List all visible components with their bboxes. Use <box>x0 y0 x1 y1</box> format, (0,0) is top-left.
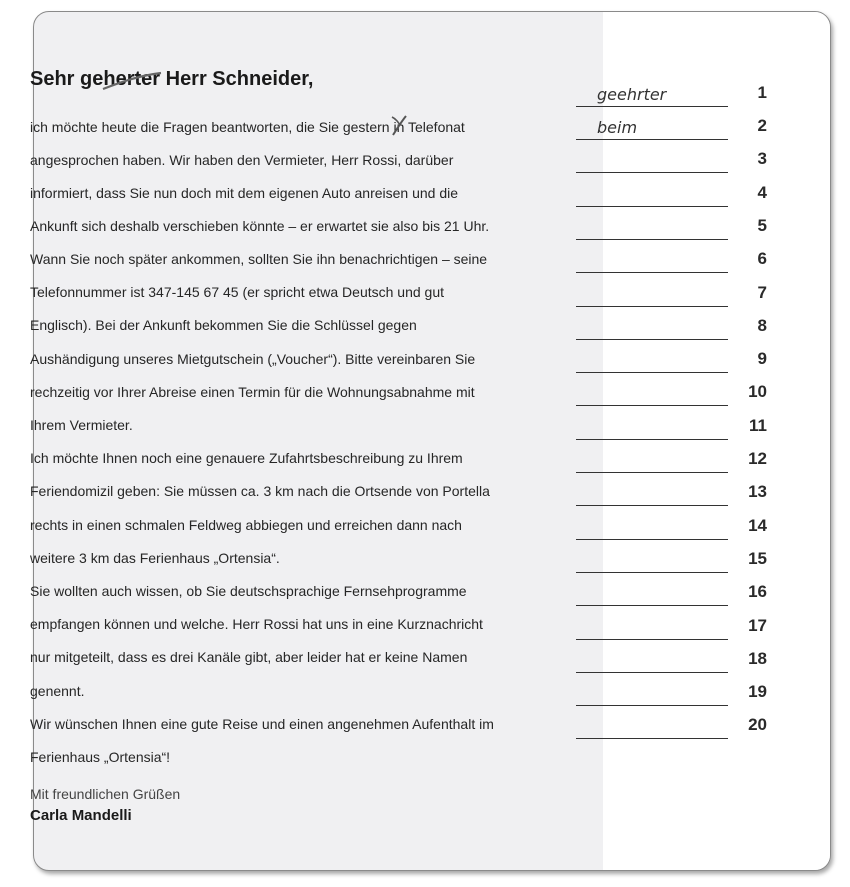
line-number-8: 8 <box>757 316 767 335</box>
line-number-5: 5 <box>757 216 767 235</box>
line-number-4: 4 <box>757 183 767 202</box>
answer-text-1: geehrter <box>597 85 667 104</box>
letter-closing: Mit freundlichen Grüßen <box>30 786 181 802</box>
letter-line-6: Telefonnummer ist 347-145 67 45 (er spricht etwa Deutsch und gut <box>30 284 445 300</box>
answer-line-6[interactable] <box>576 272 728 273</box>
greeting-suffix: Herr Schneider, <box>160 68 314 90</box>
line-number-16: 16 <box>748 582 767 601</box>
answer-text-2: beim <box>597 118 638 137</box>
letter-line-12: Feriendomizil geben: Sie müssen ca. 3 km nach die Ortsende von Portella <box>30 483 490 499</box>
answer-line-18[interactable] <box>576 672 728 673</box>
line-number-19: 19 <box>748 682 767 701</box>
line-number-7: 7 <box>757 283 767 302</box>
line-number-13: 13 <box>748 482 767 501</box>
line-number-3: 3 <box>757 149 767 168</box>
line-number-18: 18 <box>748 649 767 668</box>
line-number-2: 2 <box>757 116 767 135</box>
answer-line-10[interactable] <box>576 405 728 406</box>
letter-line-9: rechzeitig vor Ihrer Abreise einen Termin für die Wohnungsabnahme mit <box>30 384 475 400</box>
letter-line-20: Ferienhaus „Ortensia“! <box>30 749 171 765</box>
greeting-error-word <box>103 68 160 90</box>
line-number-9: 9 <box>757 349 767 368</box>
answer-line-13[interactable] <box>576 505 728 506</box>
line-number-6: 6 <box>757 249 767 268</box>
letter-line-3: informiert, dass Sie nun doch mit dem eigenen Auto anreisen und die <box>30 185 459 201</box>
answer-line-16[interactable] <box>576 605 728 606</box>
letter-line-17: nur mitgeteilt, dass es drei Kanäle gibt, aber leider hat er keine Namen <box>30 649 468 665</box>
line1-after: Telefonat <box>404 119 465 135</box>
answer-line-9[interactable] <box>576 372 728 373</box>
crossed-word-text: in <box>393 119 405 135</box>
letter-line-1 <box>30 118 465 136</box>
letter-line-15: Sie wollten auch wissen, ob Sie deutschsprachige Fernsehprogramme <box>30 583 467 599</box>
line-number-12: 12 <box>748 449 767 468</box>
answer-line-11[interactable] <box>576 439 728 440</box>
cross-mark <box>390 115 408 137</box>
answer-line-15[interactable] <box>576 572 728 573</box>
line-number-1: 1 <box>757 83 767 102</box>
letter-line-14: weitere 3 km das Ferienhaus „Ortensia“. <box>30 550 280 566</box>
answer-line-1[interactable] <box>576 106 728 107</box>
line-number-20: 20 <box>748 715 767 734</box>
letter-line-8: Aushändigung unseres Mietgutschein („Voucher“). Bitte vereinbaren Sie <box>30 351 476 367</box>
exercise-card <box>33 11 831 871</box>
greeting-struck-text: herter <box>103 68 161 90</box>
letter-signature: Carla Mandelli <box>30 807 132 824</box>
line1-before: ich möchte heute die Fragen beantworten, die Sie gestern <box>30 119 394 135</box>
letter-line-10: Ihrem Vermieter. <box>30 417 133 433</box>
crossed-word <box>393 119 404 135</box>
strike-mark <box>101 72 163 90</box>
answer-line-8[interactable] <box>576 339 728 340</box>
greeting-prefix: Sehr ge <box>30 68 104 90</box>
letter-greeting <box>30 68 313 91</box>
answer-line-5[interactable] <box>576 239 728 240</box>
line-number-17: 17 <box>748 616 767 635</box>
answer-line-2[interactable] <box>576 139 728 140</box>
letter-line-2: angesprochen haben. Wir haben den Vermieter, Herr Rossi, darüber <box>30 152 454 168</box>
line-number-10: 10 <box>748 382 767 401</box>
answer-line-7[interactable] <box>576 306 728 307</box>
letter-line-4: Ankunft sich deshalb verschieben könnte – er erwartet sie also bis 21 Uhr. <box>30 218 490 234</box>
answer-line-14[interactable] <box>576 539 728 540</box>
answer-line-3[interactable] <box>576 172 728 173</box>
letter-line-7: Englisch). Bei der Ankunft bekommen Sie die Schlüssel gegen <box>30 317 417 333</box>
letter-line-13: rechts in einen schmalen Feldweg abbiegen und erreichen dann nach <box>30 517 462 533</box>
letter-line-5: Wann Sie noch später ankommen, sollten Sie ihn benachrichtigen – seine <box>30 251 488 267</box>
letter-line-11: Ich möchte Ihnen noch eine genauere Zufahrtsbeschreibung zu Ihrem <box>30 450 463 466</box>
answer-line-4[interactable] <box>576 206 728 207</box>
answer-line-12[interactable] <box>576 472 728 473</box>
letter-line-19: Wir wünschen Ihnen eine gute Reise und einen angenehmen Aufenthalt im <box>30 716 494 732</box>
line-number-14: 14 <box>748 516 767 535</box>
answer-line-17[interactable] <box>576 639 728 640</box>
line-number-15: 15 <box>748 549 767 568</box>
line-number-11: 11 <box>749 416 767 435</box>
answer-panel <box>603 12 830 870</box>
letter-line-16: empfangen können und welche. Herr Rossi hat uns in eine Kurznachricht <box>30 616 483 632</box>
letter-line-18: genennt. <box>30 683 85 699</box>
answer-line-19[interactable] <box>576 705 728 706</box>
answer-line-20[interactable] <box>576 738 728 739</box>
